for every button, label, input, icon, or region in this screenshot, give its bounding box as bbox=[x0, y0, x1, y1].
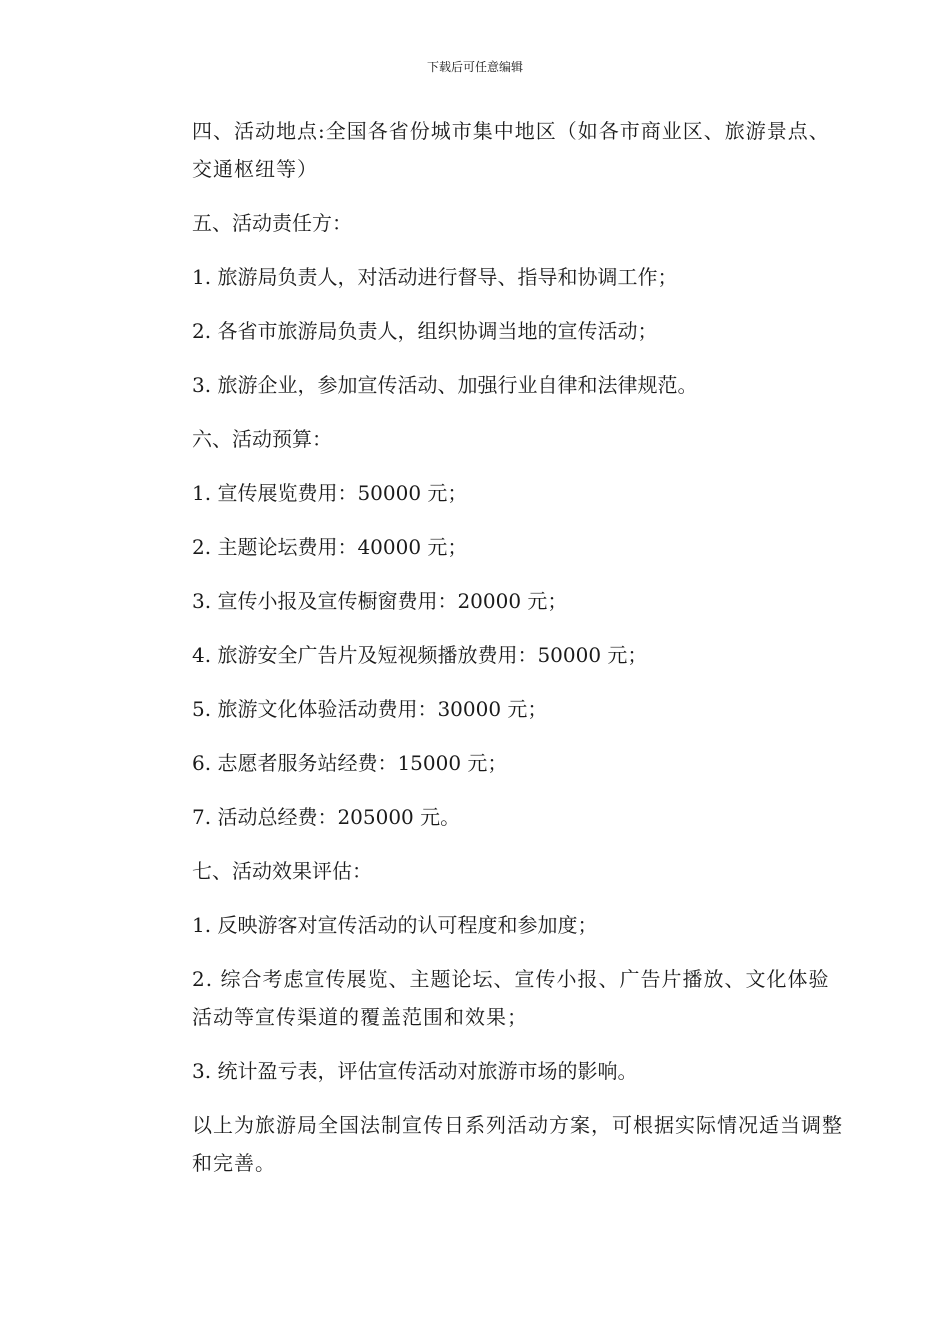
list-item: 1. 旅游局负责人，对活动进行督导、指导和协调工作； bbox=[192, 265, 678, 289]
list-item: 2. 各省市旅游局负责人，组织协调当地的宣传活动； bbox=[192, 319, 658, 343]
list-item: 3. 旅游企业，参加宣传活动、加强行业自律和法律规范。 bbox=[192, 373, 698, 397]
budget-item: 5. 旅游文化体验活动费用：30000 元； bbox=[192, 697, 548, 721]
budget-item: 3. 宣传小报及宣传橱窗费用：20000 元； bbox=[192, 589, 568, 613]
budget-item: 2. 主题论坛费用：40000 元； bbox=[192, 535, 468, 559]
list-item: 2. 综合考虑宣传展览、主题论坛、宣传小报、广告片播放、文化体验活动等宣传渠道的覆盖范围和效果； bbox=[192, 967, 830, 1029]
list-item: 3. 统计盈亏表，评估宣传活动对旅游市场的影响。 bbox=[192, 1059, 638, 1083]
paragraph-conclusion: 以上为旅游局全国法制宣传日系列活动方案，可根据实际情况适当调整和完善。 bbox=[192, 1113, 843, 1175]
budget-item: 1. 宣传展览费用：50000 元； bbox=[192, 481, 468, 505]
heading-responsible: 五、活动责任方： bbox=[192, 211, 352, 235]
heading-evaluation: 七、活动效果评估： bbox=[192, 859, 372, 883]
budget-item: 4. 旅游安全广告片及短视频播放费用：50000 元； bbox=[192, 643, 648, 667]
budget-item: 6. 志愿者服务站经费：15000 元； bbox=[192, 751, 508, 775]
budget-total: 7. 活动总经费：205000 元。 bbox=[192, 805, 461, 829]
heading-budget: 六、活动预算： bbox=[192, 427, 332, 451]
paragraph-location: 四、活动地点:全国各省份城市集中地区（如各市商业区、旅游景点、交通枢纽等） bbox=[192, 119, 830, 181]
header-note: 下载后可任意编辑 bbox=[426, 60, 523, 74]
list-item: 1. 反映游客对宣传活动的认可程度和参加度； bbox=[192, 913, 598, 937]
